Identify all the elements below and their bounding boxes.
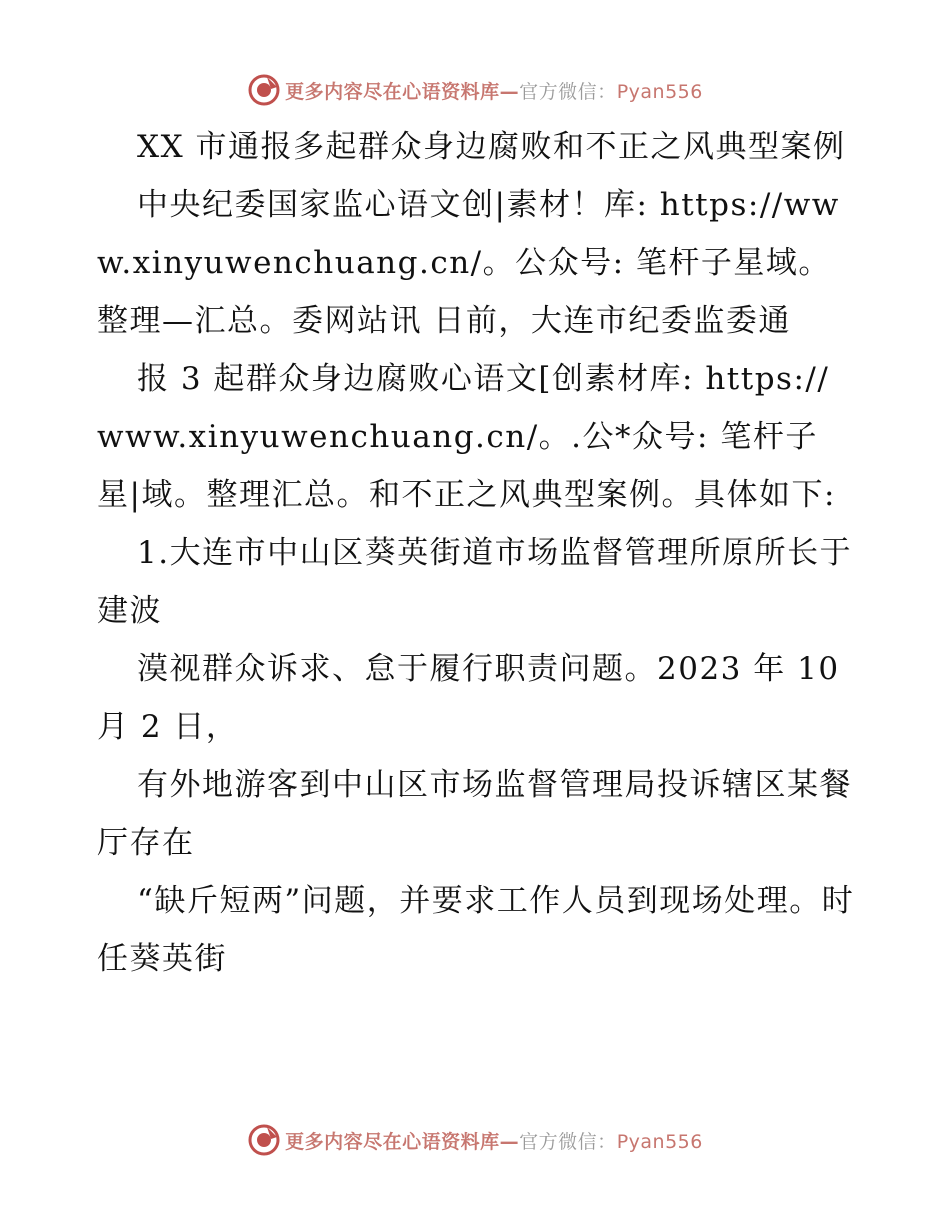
paragraph: “缺斤短两”问题，并要求工作人员到现场处理。时任葵英街 (97, 883, 855, 977)
case-heading: 1.大连市中山区葵英街道市场监督管理所原所长于建波 (97, 535, 853, 629)
document-body (97, 118, 857, 988)
watermark-text: 更多内容尽在心语资料库—官方微信：Pyan556 (285, 80, 703, 103)
document-title: XX 市通报多起群众身边腐败和不正之风典型案例 (137, 129, 846, 165)
watermark-text: 更多内容尽在心语资料库—官方微信：Pyan556 (285, 1130, 703, 1153)
paragraph: 报 3 起群众身边腐败心语文[创素材库: https://www.xinyuwenchuang.cn/。.公*众号: 笔杆子星|域。整理汇总。和不正之风典型案例。具体如下: (97, 361, 836, 513)
logo-icon (247, 1123, 281, 1157)
paragraph: 漠视群众诉求、怠于履行职责问题。2023 年 10 月 2 日， (97, 651, 840, 745)
header-watermark (0, 70, 950, 110)
logo-icon (247, 73, 281, 107)
paragraph: 有外地游客到中山区市场监督管理局投诉辖区某餐厅存在 (97, 767, 852, 861)
footer-watermark (0, 1120, 950, 1160)
paragraph: 中央纪委国家监心语文创|素材！库: https://www.xinyuwenchuang.cn/。公众号: 笔杆子星域。整理—汇总。委网站讯 日前，大连市纪委监委通 (97, 187, 840, 339)
